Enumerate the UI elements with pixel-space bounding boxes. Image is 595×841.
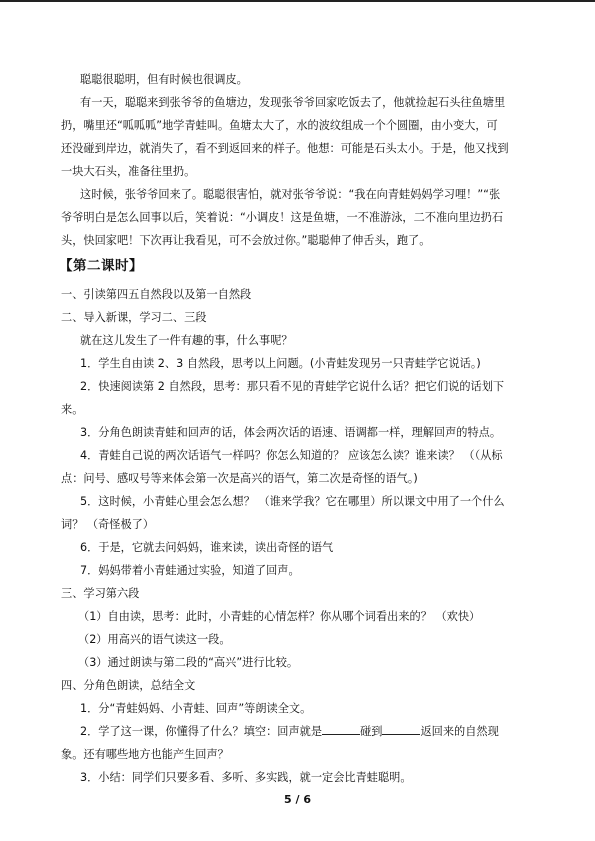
section-3-item-2: （2）用高兴的语气读这一段。 bbox=[78, 633, 231, 646]
story-paragraph-2-line-4: 一块大石头，准备往里扔。 bbox=[61, 165, 196, 178]
story-paragraph-3-line-1: 这时候，张爷爷回来了。聪聪很害怕，就对张爷爷说：“我在向青蛙妈妈学习哩！”“张 bbox=[80, 188, 501, 201]
story-paragraph-3-line-3: 头，快回家吧！下次再让我看见，可不会放过你。”聪聪伸了伸舌头，跑了。 bbox=[61, 234, 431, 247]
page-number: 5 / 6 bbox=[284, 793, 311, 806]
section-4-item-2-line-1 bbox=[80, 720, 558, 743]
story-paragraph-2-line-1: 有一天，聪聪来到张爷爷的鱼塘边，发现张爷爷回家吃饭去了，他就捡起石头往鱼塘里 bbox=[80, 96, 506, 109]
fill-in-prompt: 2．学了这一课，你懂得了什么？填空：回声就是 bbox=[80, 725, 323, 738]
section-2-item-5-line-2: 词？ （奇怪极了） bbox=[61, 518, 155, 531]
section-2-item-4-line-1: 4．青蛙自己说的两次话语气一样吗？你怎么知道的？ 应该怎么读？谁来读？ （（从标 bbox=[80, 449, 503, 462]
section-2-item-2-line-1: 2．快速阅读第 2 自然段，思考：那只看不见的青蛙学它说什么话？把它们说的话划下 bbox=[80, 380, 505, 393]
section-2-item-6: 6．于是，它就去问妈妈，谁来读，读出奇怪的语气 bbox=[80, 541, 334, 554]
story-paragraph-3-line-2: 爷爷明白是怎么回事以后，笑着说：“小调皮！这是鱼塘，一不准游泳，二不准向里边扔石 bbox=[61, 211, 504, 224]
section-2-item-7: 7．妈妈带着小青蛙通过实验，知道了回声。 bbox=[80, 564, 300, 577]
fill-in-ending: 返回来的自然现 bbox=[420, 725, 499, 738]
section-4-item-1: 1．分“青蛙妈妈、小青蛙、回声”等朗读全文。 bbox=[80, 702, 312, 715]
lesson-heading: 【第二课时】 bbox=[59, 258, 143, 274]
section-2-item-4-line-2: 点：问号、感叹号等来体会第一次是高兴的语气，第二次是奇怪的语气。) bbox=[61, 472, 418, 485]
section-2-title: 二、导入新课，学习二、三段 bbox=[61, 311, 207, 324]
section-2-item-2-line-2: 来。 bbox=[61, 403, 84, 416]
section-4-item-2-line-2: 象。还有哪些地方也能产生回声？ bbox=[61, 748, 229, 761]
story-paragraph-2-line-2: 扔，嘴里还“呱呱呱”地学青蛙叫。鱼塘太大了，水的波纹组成一个个圆圈，由小变大，可 bbox=[61, 119, 498, 132]
fill-in-connector: 碰到 bbox=[360, 725, 383, 738]
story-paragraph-1: 聪聪很聪明，但有时候也很调皮。 bbox=[80, 73, 248, 86]
section-4-title: 四、分角色朗读，总结全文 bbox=[61, 679, 196, 692]
story-paragraph-2-line-3: 还没碰到岸边，就消失了，看不到返回来的样子。他想：可能是石头太小。于是，他又找到 bbox=[61, 142, 509, 155]
section-1-title: 一、引读第四五自然段以及第一自然段 bbox=[61, 288, 252, 301]
blank-1 bbox=[322, 724, 360, 735]
section-3-item-3: （3）通过朗读与第二段的“高兴”进行比较。 bbox=[78, 656, 299, 669]
blank-2 bbox=[382, 724, 420, 735]
section-4-item-3: 3．小结：同学们只要多看、多听、多实践，就一定会比青蛙聪明。 bbox=[80, 771, 412, 784]
section-3-item-1: （1）自由读，思考：此时，小青蛙的心情怎样？你从哪个词看出来的？ （欢快） bbox=[78, 610, 481, 623]
section-2-intro: 就在这儿发生了一件有趣的事，什么事呢？ bbox=[80, 334, 293, 347]
section-2-item-5-line-1: 5．这时候，小青蛙心里会怎么想？ （谁来学我？它在哪里）所以课文中用了一个什么 bbox=[80, 495, 505, 508]
section-2-item-1: 1．学生自由读 2、3 自然段，思考以上问题。(小青蛙发现另一只青蛙学它说话。) bbox=[80, 357, 481, 370]
section-2-item-3: 3．分角色朗读青蛙和回声的话，体会两次话的语速、语调都一样，理解回声的特点。 bbox=[80, 426, 502, 439]
section-3-title: 三、学习第六段 bbox=[61, 587, 140, 600]
